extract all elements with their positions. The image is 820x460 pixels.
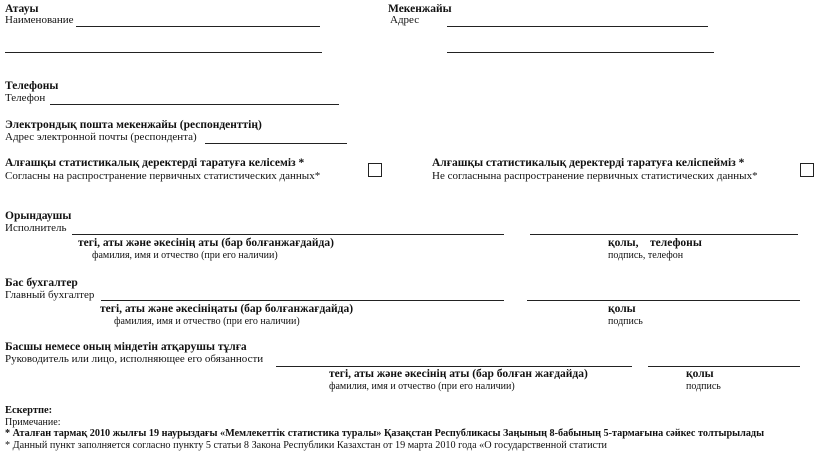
note-text-ru: * Данный пункт заполняется согласно пункту 5 статьи 8 Закона Республики Казахстан от 19 марта 2010 года «О государственной статисти bbox=[5, 440, 607, 451]
name-input-line-2[interactable] bbox=[5, 52, 322, 53]
email-input-line[interactable] bbox=[205, 143, 347, 144]
email-label-kz: Электрондық пошта мекенжайы (респонденттің) bbox=[5, 119, 262, 131]
head-label-kz: Басшы немесе оның міндетін атқарушы тұлға bbox=[5, 341, 247, 353]
chief-accountant-label-kz: Бас бухгалтер bbox=[5, 277, 78, 289]
name-label-ru: Наименование bbox=[5, 14, 74, 26]
phone-label-kz: Телефоны bbox=[5, 80, 59, 92]
executor-name-hint-kz: тегі, аты және әкесінің аты (бар болғанжағдайда) bbox=[78, 237, 334, 249]
chief-accountant-sign-hint-ru: подпись bbox=[608, 316, 643, 327]
phone-input-line[interactable] bbox=[50, 104, 339, 105]
head-name-hint-kz: тегі, аты және әкесінің аты (бар болған жағдайда) bbox=[329, 368, 588, 380]
executor-label-ru: Исполнитель bbox=[5, 222, 67, 234]
chief-accountant-sign-hint-kz: қолы bbox=[608, 303, 636, 315]
address-input-line-1[interactable] bbox=[447, 26, 708, 27]
head-name-line[interactable] bbox=[276, 366, 632, 367]
chief-accountant-name-hint-ru: фамилия, имя и отчество (при его наличии) bbox=[114, 316, 300, 327]
address-label-ru: Адрес bbox=[390, 14, 420, 26]
name-input-line-1[interactable] bbox=[76, 26, 320, 27]
executor-sign-hint-kz: қолы, телефоны bbox=[608, 237, 702, 249]
note-label-kz: Ескертпе: bbox=[5, 405, 53, 416]
consent-agree-label-ru: Согласны на распространение первичных статистических данных* bbox=[5, 170, 321, 182]
chief-accountant-label-ru: Главный бухгалтер bbox=[5, 289, 95, 301]
address-label-kz: Мекенжайы bbox=[388, 3, 452, 15]
head-signature-line[interactable] bbox=[648, 366, 800, 367]
executor-label-kz: Орындаушы bbox=[5, 210, 72, 222]
executor-name-line[interactable] bbox=[72, 234, 504, 235]
chief-accountant-signature-line[interactable] bbox=[527, 300, 800, 301]
consent-disagree-label-kz: Алғашқы статистикалық деректерді таратуға келіспейміз * bbox=[432, 157, 745, 169]
phone-label-ru: Телефон bbox=[5, 92, 46, 104]
name-label-kz: Атауы bbox=[5, 3, 39, 15]
consent-agree-checkbox[interactable] bbox=[368, 163, 382, 177]
consent-disagree-checkbox[interactable] bbox=[800, 163, 814, 177]
note-text-kz: * Аталған тармақ 2010 жылғы 19 наурыздағы «Мемлекеттік статистика туралы» Қазақстан Республикасы Заңының 8-бабының 5-тармағына сәйкес толтырылады bbox=[5, 428, 765, 439]
head-sign-hint-ru: подпись bbox=[686, 381, 721, 392]
consent-disagree-label-ru: Не согласнына распространение первичных статистических данных* bbox=[432, 170, 758, 182]
chief-accountant-name-line[interactable] bbox=[101, 300, 504, 301]
executor-name-hint-ru: фамилия, имя и отчество (при его наличии) bbox=[92, 250, 278, 261]
executor-sign-hint-ru: подпись, телефон bbox=[608, 250, 684, 261]
note-label-ru: Примечание: bbox=[5, 417, 61, 428]
consent-agree-label-kz: Алғашқы статистикалық деректерді таратуға келісеміз * bbox=[5, 157, 305, 169]
head-name-hint-ru: фамилия, имя и отчество (при его наличии) bbox=[329, 381, 515, 392]
head-sign-hint-kz: қолы bbox=[686, 368, 714, 380]
chief-accountant-name-hint-kz: тегі, аты және әкесініңаты (бар болғанжағдайда) bbox=[100, 303, 354, 315]
address-input-line-2[interactable] bbox=[447, 52, 714, 53]
head-label-ru: Руководитель или лицо, исполняющее его обязанности bbox=[5, 353, 264, 365]
executor-signature-line[interactable] bbox=[530, 234, 798, 235]
email-label-ru: Адрес электронной почты (респондента) bbox=[5, 131, 197, 143]
